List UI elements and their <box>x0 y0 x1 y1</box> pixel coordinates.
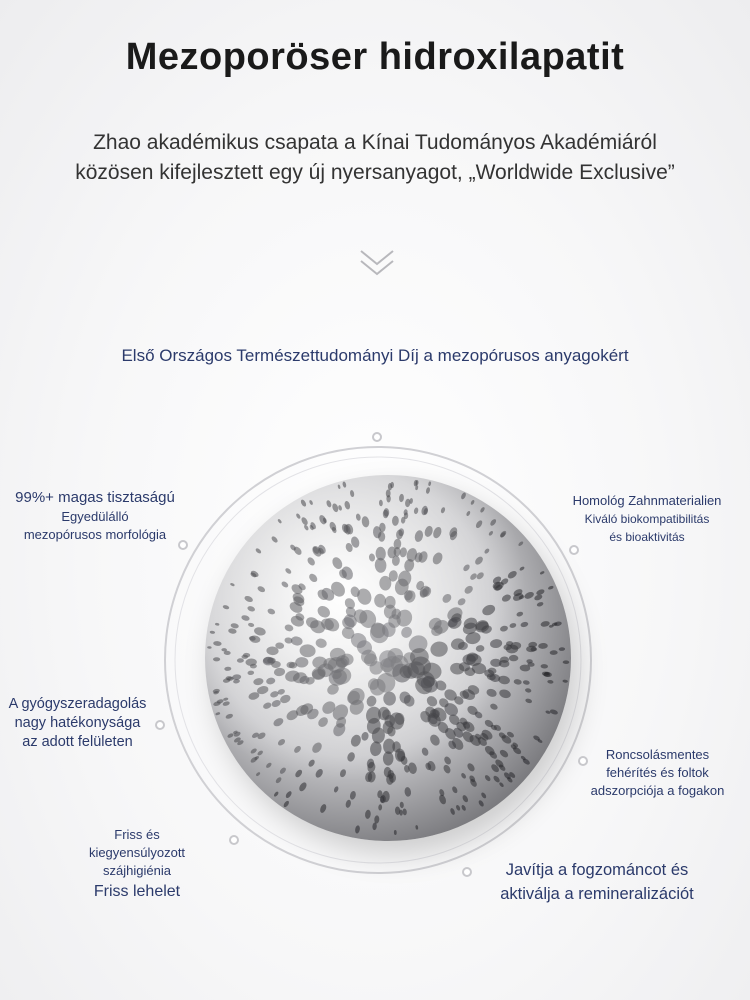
feature-biocompatibility-line-2: Kiváló biokompatibilitás <box>584 512 710 526</box>
pore <box>485 688 497 699</box>
feature-purity <box>0 488 190 544</box>
pore <box>509 655 518 661</box>
pore <box>316 715 330 729</box>
pore <box>227 732 235 738</box>
pore <box>267 608 276 616</box>
pore <box>295 513 301 520</box>
pore <box>253 626 266 636</box>
pore <box>300 499 307 508</box>
pore <box>462 563 471 572</box>
pore <box>361 516 370 528</box>
pore <box>306 556 316 567</box>
pore <box>562 679 568 683</box>
pore <box>461 804 467 811</box>
pore <box>386 490 391 498</box>
pore <box>516 611 524 617</box>
feature-biocompatibility-line-3: és bioaktivitás <box>609 530 685 544</box>
pore <box>399 625 414 640</box>
pore <box>213 641 222 647</box>
ring-dot-top <box>372 432 382 442</box>
pore <box>230 623 239 630</box>
pore <box>225 713 234 720</box>
pore <box>509 622 517 628</box>
pore <box>540 664 548 669</box>
pore <box>383 691 396 705</box>
pore <box>489 518 497 527</box>
feature-drug-delivery-line-3: az adott felületen <box>22 734 133 750</box>
pore <box>484 774 492 782</box>
feature-whitening-line-1: Roncsolásmentes <box>605 747 710 762</box>
pore <box>349 733 362 748</box>
pore <box>368 553 375 562</box>
feature-oral-hygiene-line-3: szájhigiénia <box>103 863 171 878</box>
feature-drug-delivery-line-1: A gyógyszeradagolás <box>8 696 147 712</box>
pore <box>460 492 467 500</box>
pore <box>475 645 484 652</box>
pore <box>262 701 272 710</box>
pore <box>488 530 494 536</box>
pore <box>479 506 485 513</box>
pore <box>421 505 429 516</box>
pore <box>213 657 220 661</box>
pore <box>489 703 498 711</box>
pore <box>498 688 512 699</box>
subtitle-line-2: közösen kifejlesztett egy új nyersanyagot, „Worldwide Exclusive” <box>75 161 675 184</box>
pore <box>463 584 474 595</box>
pore <box>298 781 308 792</box>
feature-whitening-line-3: adszorpciója a fogakon <box>590 783 725 798</box>
feature-remineralization-line-2: aktiválja a remineralizációt <box>500 885 694 903</box>
pore <box>428 733 441 747</box>
pore <box>563 660 570 664</box>
pore <box>222 604 229 610</box>
pore <box>480 792 487 800</box>
pore <box>481 603 497 617</box>
pore <box>330 556 344 571</box>
pore <box>345 799 352 808</box>
pore <box>536 601 544 607</box>
pore <box>314 768 324 779</box>
pore <box>499 625 508 632</box>
pore <box>466 510 471 516</box>
pore <box>250 747 258 754</box>
pore <box>456 597 467 607</box>
pore <box>484 548 491 555</box>
pore <box>383 751 394 765</box>
pore <box>365 694 378 708</box>
pore <box>277 518 282 524</box>
feature-oral-hygiene <box>62 826 212 904</box>
pore <box>207 646 212 649</box>
pore <box>378 804 382 810</box>
pore <box>257 750 264 757</box>
pore <box>309 500 314 506</box>
feature-drug-delivery <box>0 695 155 752</box>
pore <box>492 775 501 784</box>
pore <box>283 800 290 808</box>
pore <box>237 658 244 663</box>
pore <box>338 505 343 511</box>
pore <box>293 745 302 754</box>
feature-oral-hygiene-line-4: Friss lehelet <box>93 883 181 900</box>
pore <box>428 481 432 486</box>
feature-purity-line-1: 99%+ magas tisztaságú <box>15 489 175 506</box>
feature-whitening-line-2: fehérítés és foltok <box>606 765 709 780</box>
pore <box>498 748 509 759</box>
pore <box>540 620 550 627</box>
pore <box>299 644 316 658</box>
pore <box>392 516 399 527</box>
pore <box>333 786 339 793</box>
feature-oral-hygiene-line-1: Friss és <box>114 827 160 842</box>
pore <box>340 565 356 582</box>
ring-dot-bottom-left <box>229 835 239 845</box>
page-title: Mezoporöser hidroxilapatit <box>125 36 625 78</box>
pore <box>315 604 332 620</box>
pore <box>442 764 452 775</box>
pore <box>230 582 235 586</box>
pore <box>523 591 535 601</box>
pore <box>507 569 519 580</box>
feature-whitening <box>565 746 750 800</box>
pore <box>525 688 532 694</box>
pore <box>308 572 319 584</box>
feature-biocompatibility <box>552 492 742 546</box>
pore <box>547 680 554 684</box>
pore <box>413 507 418 514</box>
pore <box>210 630 216 634</box>
subtitle-line-1: Zhao akadémikus csapata a Kínai Tudományos Akadémiáról <box>93 131 657 154</box>
pore <box>425 694 440 709</box>
pore <box>423 525 434 538</box>
pore <box>255 771 260 776</box>
pore <box>342 481 347 488</box>
pore <box>559 647 566 651</box>
pore <box>501 593 512 603</box>
pore <box>266 677 276 685</box>
pore <box>438 788 445 796</box>
pore <box>310 741 323 755</box>
pore <box>326 500 333 508</box>
pore <box>215 712 220 716</box>
pore <box>415 825 418 830</box>
pore <box>520 621 529 628</box>
pore <box>421 747 430 757</box>
pore <box>265 762 272 769</box>
pore <box>253 677 264 685</box>
feature-purity-line-3: mezopórusos morfológia <box>23 527 167 542</box>
pore <box>375 546 386 560</box>
pore <box>319 803 328 814</box>
pore <box>270 535 278 543</box>
pore <box>224 666 231 671</box>
pore <box>277 738 287 747</box>
pore <box>475 571 485 581</box>
pore <box>470 499 475 505</box>
feature-biocompatibility-line-1: Homológ Zahnmaterialien <box>572 493 722 508</box>
pore <box>414 529 425 542</box>
pore <box>290 635 303 646</box>
pore <box>307 759 316 768</box>
pore <box>402 808 407 815</box>
pore <box>525 698 533 704</box>
pore <box>498 782 504 788</box>
pore <box>440 507 446 514</box>
pore <box>279 766 287 775</box>
pore <box>255 547 262 554</box>
pore <box>294 768 304 778</box>
pore <box>273 667 285 677</box>
pore <box>257 585 267 593</box>
pore <box>460 772 467 779</box>
pore <box>466 762 476 773</box>
pore <box>300 516 309 526</box>
pore <box>247 605 256 612</box>
pore <box>548 585 555 590</box>
pore <box>284 567 292 575</box>
pore <box>331 503 339 513</box>
pore <box>475 519 484 529</box>
pore <box>448 526 459 539</box>
pore <box>247 670 254 675</box>
pore <box>346 751 356 762</box>
ring-dot-mid-left <box>155 720 165 730</box>
pore <box>518 541 524 547</box>
pore <box>369 741 382 757</box>
pore <box>222 701 230 707</box>
pore <box>538 643 548 649</box>
sphere-pores <box>205 475 571 841</box>
pore <box>451 786 458 795</box>
pore <box>355 825 361 834</box>
pore <box>513 679 522 686</box>
pore <box>404 787 412 797</box>
pore <box>523 680 530 686</box>
pore <box>337 484 341 489</box>
pore <box>379 500 383 507</box>
pore <box>272 716 285 728</box>
pore <box>519 566 525 572</box>
pore <box>349 790 357 800</box>
feature-drug-delivery-line-2: nagy hatékonysága <box>14 715 141 731</box>
pore <box>241 614 251 621</box>
pore <box>275 776 283 784</box>
pore <box>549 709 558 716</box>
pore <box>461 794 469 803</box>
pore <box>223 697 229 701</box>
pore <box>303 524 309 531</box>
feature-remineralization <box>462 858 732 906</box>
feature-purity-line-2: Egyedülálló <box>61 509 129 524</box>
pore <box>449 807 455 815</box>
pore <box>285 790 293 799</box>
pore <box>489 638 502 648</box>
pore <box>280 580 289 588</box>
pore <box>360 731 369 741</box>
pore <box>374 815 380 824</box>
pore <box>315 638 328 649</box>
pore <box>228 628 237 635</box>
pore <box>284 623 294 632</box>
feature-remineralization-line-1: Javítja a fogzománcot és <box>505 861 689 879</box>
feature-oral-hygiene-line-2: kiegyensúlyozott <box>88 845 186 860</box>
pore <box>339 768 347 778</box>
award-text: Első Országos Természettudományi Díj a mezopórusos anyagokért <box>121 346 629 365</box>
pore <box>244 595 254 603</box>
pore <box>441 592 453 604</box>
pore <box>539 570 544 575</box>
pore <box>429 640 449 658</box>
pore <box>550 650 558 655</box>
pore <box>455 804 461 811</box>
pore <box>355 513 361 521</box>
pore <box>474 555 485 566</box>
pore <box>344 500 351 510</box>
pore <box>273 791 279 798</box>
ring-dot-top-right <box>569 545 579 555</box>
pore <box>478 799 485 807</box>
pore <box>279 693 292 704</box>
pore <box>443 755 452 765</box>
pore <box>399 494 404 503</box>
pore <box>431 551 445 566</box>
pore <box>432 526 443 540</box>
pore <box>349 490 354 498</box>
pore <box>365 809 372 819</box>
pore <box>388 483 392 490</box>
porous-sphere-image <box>205 475 571 841</box>
pore <box>425 487 430 494</box>
pore <box>394 830 397 835</box>
pore <box>400 802 405 809</box>
pore <box>215 623 220 626</box>
pore <box>248 622 255 627</box>
